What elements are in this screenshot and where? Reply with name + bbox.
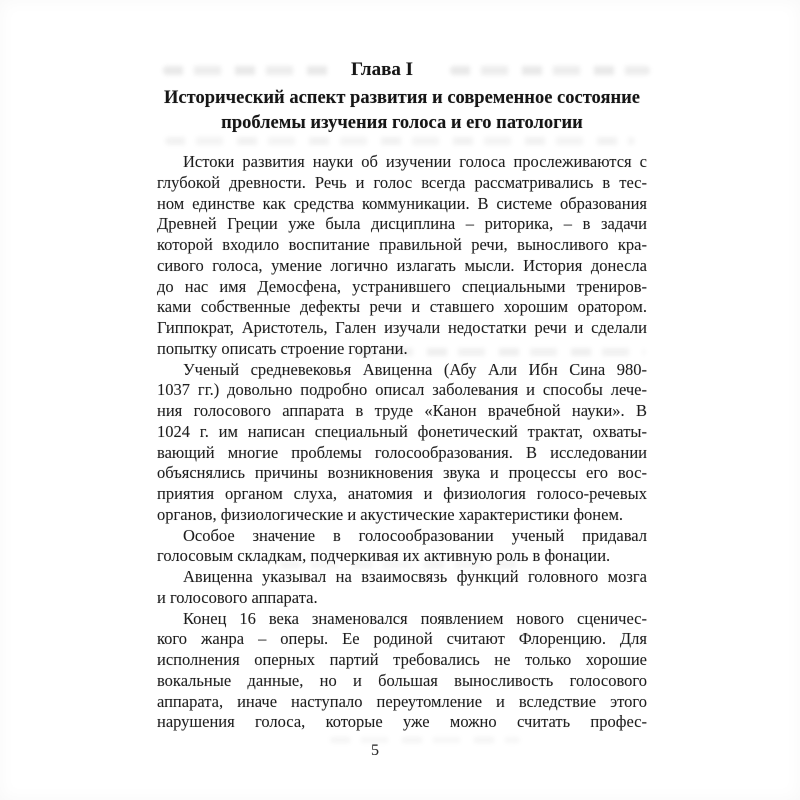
paragraph-1 [157, 152, 647, 360]
text-line: Ученый средневековья Авиценна (Абу Али Ибн Сина 980- [183, 359, 647, 379]
chapter-title-line-2: проблемы изучения голоса и его патологии [221, 113, 583, 133]
text-line: и голосового аппарата. [157, 587, 318, 607]
paragraph-3 [157, 526, 647, 568]
text-line: нарушения голоса, которые уже можно считать профес- [157, 712, 647, 732]
chapter-heading: Глава I [350, 59, 413, 80]
text-line: исполнения оперных партий требовались не только хорошие [157, 650, 647, 669]
text-line: Истоки развития науки об изучении голоса прослеживаются с [183, 152, 647, 171]
text-line: которой входило воспитание правильной речи, выносливого кра- [157, 235, 647, 254]
text-line: ния голосового аппарата в труде «Канон врачебной науки». В [157, 401, 647, 420]
text-line: Авиценна указывал на взаимосвязь функций головного мозга [183, 567, 647, 586]
text-line: Гиппократ, Аристотель, Гален изучали недостатки речи и сделали [157, 318, 647, 337]
body-text [157, 152, 647, 733]
paragraph-2 [157, 360, 647, 526]
text-line: Конец 16 века знаменовался появлением нового сценичес- [183, 608, 647, 628]
text-line: вающий многие проблемы голосообразования. В исследовании [157, 442, 647, 462]
text-column [157, 58, 647, 760]
text-line: приятия органом слуха, анатомия и физиология голосо-речевых [157, 484, 647, 503]
text-line: объяснялись причины возникновения звука и процессы его вос- [157, 463, 647, 483]
text-line: 1024 г. им написан специальный фонетический трактат, охваты- [157, 421, 647, 441]
text-line: до нас имя Демосфена, устранившего специальными трениров- [157, 276, 647, 296]
text-line: 1037 гг.) довольно подробно описал заболевания и способы лече- [157, 380, 647, 400]
text-line: Древней Греции уже была дисциплина – риторика, – в задачи [157, 214, 647, 234]
paragraph-5 [157, 609, 647, 734]
text-line: органов, физиологические и акустические характеристики фонем. [157, 504, 624, 524]
paragraph-4 [157, 567, 647, 609]
text-line: глубокой древности. Речь и голос всегда рассматривались в тес- [157, 172, 647, 192]
text-line: сивого голоса, умение логично излагать мысли. История донесла [157, 255, 647, 275]
text-line: попытку описать строение гортани. [157, 338, 408, 358]
text-line: кого жанра – оперы. Ее родиной считают Флоренцию. Для [157, 629, 647, 649]
chapter-title-line-1: Исторический аспект развития и современное состояние [164, 88, 640, 108]
text-line: голосовым складкам, подчеркивая их активную роль в фонации. [157, 546, 611, 566]
text-line: аппарата, иначе наступало переутомление и вследствие этого [157, 691, 647, 711]
text-line: вокальные данные, но и большая выносливость голосового [157, 670, 647, 690]
text-line: ками собственные дефекты речи и ставшего хорошим оратором. [157, 297, 647, 317]
text-line: ном единстве как средства коммуникации. В системе образования [157, 193, 647, 213]
page-number: 5 [371, 742, 379, 759]
text-line: Особое значение в голосообразовании ученый придавал [183, 525, 647, 545]
